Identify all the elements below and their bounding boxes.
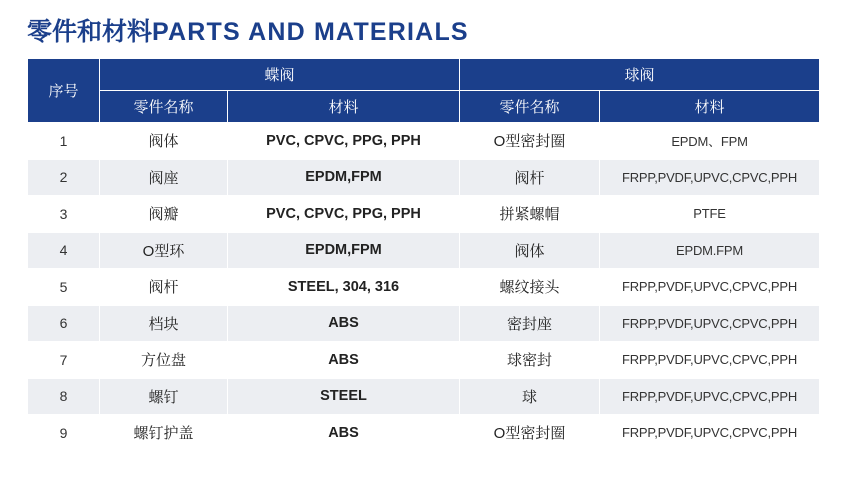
column-header-ball-material: 材料	[600, 91, 820, 123]
cell-ball-part: O型密封圈	[460, 415, 600, 452]
cell-ball-material: EPDM、FPM	[600, 123, 820, 160]
table-row	[28, 305, 820, 342]
cell-ball-material: FRPP,PVDF,UPVC,CPVC,PPH	[600, 269, 820, 306]
column-header-ball-part-name: 零件名称	[460, 91, 600, 123]
cell-butterfly-part: O型环	[100, 232, 228, 269]
cell-ball-material: PTFE	[600, 196, 820, 233]
table-row	[28, 378, 820, 415]
cell-seq: 2	[28, 159, 100, 196]
cell-seq: 1	[28, 123, 100, 160]
cell-ball-part: 密封座	[460, 305, 600, 342]
cell-seq: 9	[28, 415, 100, 452]
cell-butterfly-part: 阀瓣	[100, 196, 228, 233]
parts-and-materials-table	[27, 58, 820, 452]
cell-ball-material: EPDM.FPM	[600, 232, 820, 269]
table-row	[28, 269, 820, 306]
cell-seq: 5	[28, 269, 100, 306]
table-row	[28, 123, 820, 160]
cell-seq: 4	[28, 232, 100, 269]
cell-ball-material: FRPP,PVDF,UPVC,CPVC,PPH	[600, 159, 820, 196]
table-body	[28, 123, 820, 452]
cell-ball-material: FRPP,PVDF,UPVC,CPVC,PPH	[600, 305, 820, 342]
table-header-row-groups	[28, 59, 820, 91]
cell-ball-part: 螺纹接头	[460, 269, 600, 306]
cell-butterfly-material: EPDM,FPM	[228, 232, 460, 269]
cell-butterfly-part: 螺钉护盖	[100, 415, 228, 452]
column-header-seq: 序号	[28, 59, 100, 123]
column-header-butterfly-part-name: 零件名称	[100, 91, 228, 123]
cell-ball-part: 拼紧螺帽	[460, 196, 600, 233]
cell-butterfly-material: ABS	[228, 342, 460, 379]
table-row	[28, 342, 820, 379]
cell-seq: 6	[28, 305, 100, 342]
cell-butterfly-part: 方位盘	[100, 342, 228, 379]
cell-ball-part: 球	[460, 378, 600, 415]
cell-butterfly-material: STEEL	[228, 378, 460, 415]
table-row	[28, 232, 820, 269]
cell-ball-material: FRPP,PVDF,UPVC,CPVC,PPH	[600, 415, 820, 452]
cell-ball-material: FRPP,PVDF,UPVC,CPVC,PPH	[600, 342, 820, 379]
cell-butterfly-material: PVC, CPVC, PPG, PPH	[228, 196, 460, 233]
cell-butterfly-part: 阀体	[100, 123, 228, 160]
cell-butterfly-material: ABS	[228, 305, 460, 342]
cell-butterfly-material: ABS	[228, 415, 460, 452]
cell-seq: 7	[28, 342, 100, 379]
cell-butterfly-material: EPDM,FPM	[228, 159, 460, 196]
column-group-butterfly-valve: 蝶阀	[100, 59, 460, 91]
cell-ball-part: 阀杆	[460, 159, 600, 196]
cell-ball-part: 阀体	[460, 232, 600, 269]
table-row	[28, 415, 820, 452]
cell-ball-material: FRPP,PVDF,UPVC,CPVC,PPH	[600, 378, 820, 415]
cell-seq: 8	[28, 378, 100, 415]
page-title-chinese: 零件和材料	[27, 18, 153, 46]
cell-butterfly-material: PVC, CPVC, PPG, PPH	[228, 123, 460, 160]
cell-ball-part: O型密封圈	[460, 123, 600, 160]
column-header-butterfly-material: 材料	[228, 91, 460, 123]
cell-butterfly-material: STEEL, 304, 316	[228, 269, 460, 306]
cell-butterfly-part: 螺钉	[100, 378, 228, 415]
cell-butterfly-part: 阀杆	[100, 269, 228, 306]
page-title	[27, 12, 469, 48]
table-header	[28, 59, 820, 123]
cell-butterfly-part: 档块	[100, 305, 228, 342]
table-header-row-subheaders	[28, 91, 820, 123]
column-group-ball-valve: 球阀	[460, 59, 820, 91]
table-row	[28, 159, 820, 196]
cell-seq: 3	[28, 196, 100, 233]
page-title-english: PARTS AND MATERIALS	[152, 18, 469, 46]
cell-butterfly-part: 阀座	[100, 159, 228, 196]
cell-ball-part: 球密封	[460, 342, 600, 379]
table-row	[28, 196, 820, 233]
